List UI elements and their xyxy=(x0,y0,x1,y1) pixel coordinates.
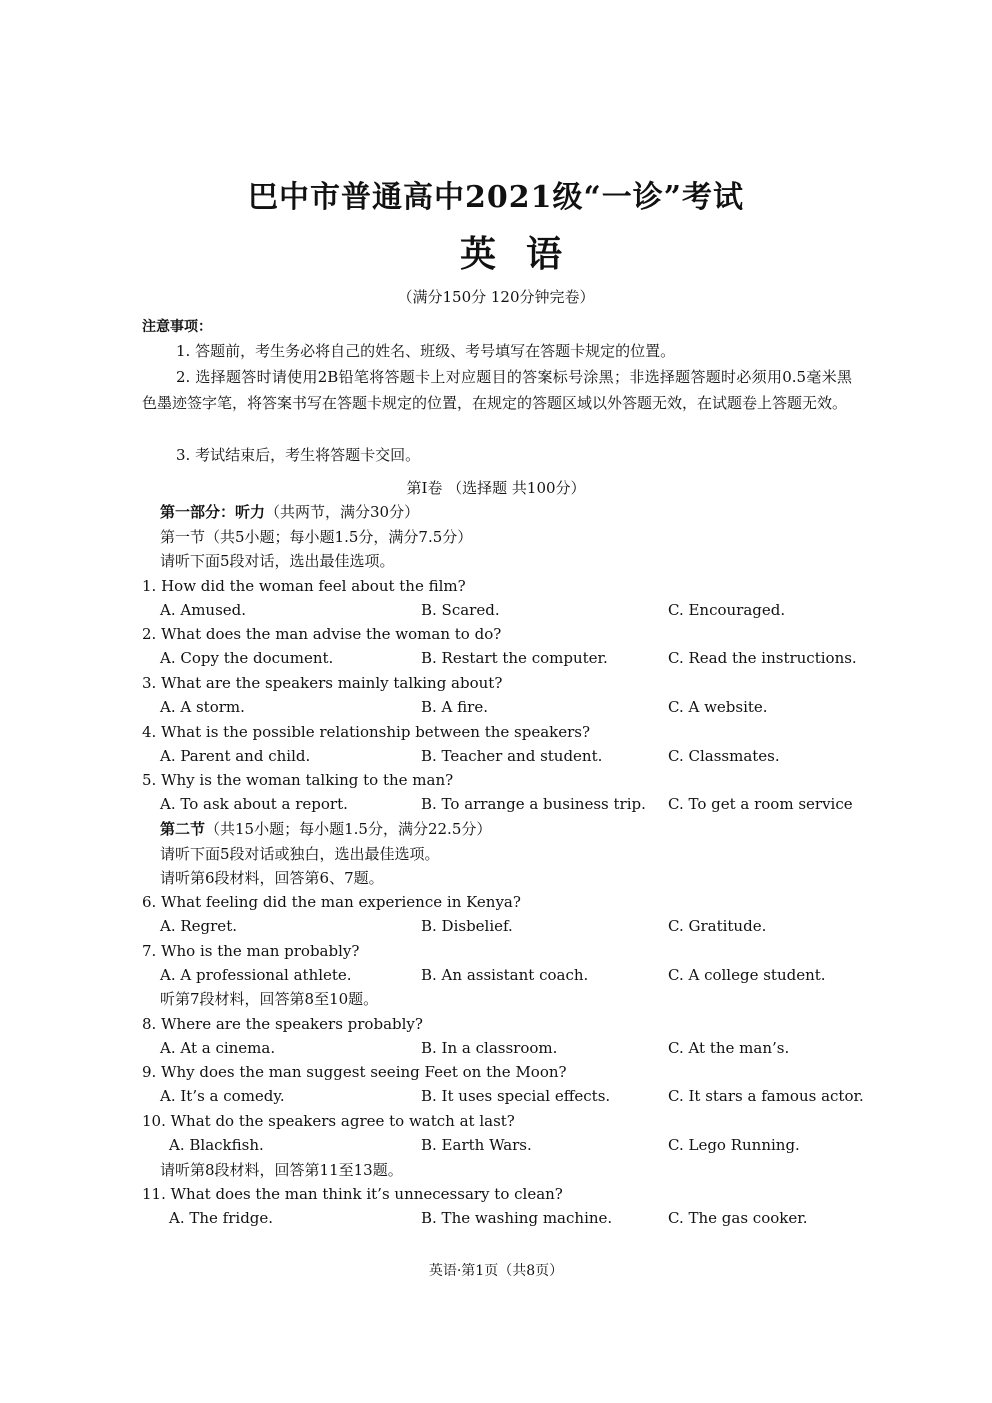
part-one-label: 第一部分：听力 xyxy=(160,503,266,521)
part-one-detail: （共两节，满分30分） xyxy=(265,503,420,521)
q9-option-b: B. It uses special effects. xyxy=(421,1087,611,1105)
section-one-instruction: 请听下面5段对话，选出最佳选项。 xyxy=(160,552,395,570)
q8-option-c: C. At the man’s. xyxy=(668,1039,790,1057)
q7-option-a: A. A professional athlete. xyxy=(160,966,352,984)
q5-option-c: C. To get a room service xyxy=(668,795,853,813)
section-two-label: 第二节 xyxy=(160,820,206,838)
q3-option-c: C. A website. xyxy=(668,698,768,716)
q1-option-c: C. Encouraged. xyxy=(668,601,786,619)
question-5: 5. Why is the woman talking to the man? xyxy=(142,771,454,789)
subject-title: 英语 xyxy=(459,233,592,275)
notice-item-1: 1. 答题前，考生务必将自己的姓名、班级、考号填写在答题卡规定的位置。 xyxy=(176,342,676,360)
question-1: 1. How did the woman feel about the film? xyxy=(142,577,466,595)
q11-option-c: C. The gas cooker. xyxy=(668,1209,808,1227)
material-8-instruction: 请听第8段材料，回答第11至13题。 xyxy=(160,1161,403,1179)
q4-option-a: A. Parent and child. xyxy=(160,747,311,765)
section-two-detail: （共15小题；每小题1.5分，满分22.5分） xyxy=(205,820,492,838)
q5-option-b: B. To arrange a business trip. xyxy=(421,795,646,813)
material-6-instruction: 请听第6段材料，回答第6、7题。 xyxy=(160,869,384,887)
notice-item-3: 3. 考试结束后，考生将答题卡交回。 xyxy=(176,446,421,464)
section-two-instruction: 请听下面5段对话或独白，选出最佳选项。 xyxy=(160,845,440,863)
q8-option-a: A. At a cinema. xyxy=(160,1039,276,1057)
question-3: 3. What are the speakers mainly talking about? xyxy=(142,674,503,692)
exam-title: 巴中市普通高中2021级“一诊”考试 xyxy=(247,180,744,215)
q2-option-b: B. Restart the computer. xyxy=(421,649,608,667)
question-6: 6. What feeling did the man experience in Kenya? xyxy=(142,893,521,911)
section-two-heading xyxy=(160,817,491,841)
question-10: 10. What do the speakers agree to watch at last? xyxy=(142,1112,515,1130)
question-11: 11. What does the man think it’s unnecessary to clean? xyxy=(142,1185,563,1203)
q10-option-a: A. Blackfish. xyxy=(169,1136,264,1154)
q9-option-c: C. It stars a famous actor. xyxy=(668,1087,864,1105)
q4-option-c: C. Classmates. xyxy=(668,747,780,765)
q10-option-b: B. Earth Wars. xyxy=(421,1136,532,1154)
question-4: 4. What is the possible relationship between the speakers? xyxy=(142,723,591,741)
q7-option-b: B. An assistant coach. xyxy=(421,966,589,984)
q10-option-c: C. Lego Running. xyxy=(668,1136,800,1154)
q1-option-a: A. Amused. xyxy=(160,601,247,619)
page-footer: 英语·第1页（共8页） xyxy=(428,1263,564,1279)
section-one-label: 第一节（共5小题；每小题1.5分，满分7.5分） xyxy=(160,528,473,546)
score-line: （满分150分 120分钟完卷） xyxy=(397,288,595,306)
volume-title: 第Ⅰ卷 （选择题 共100分） xyxy=(406,479,586,497)
q7-option-c: C. A college student. xyxy=(668,966,826,984)
q6-option-c: C. Gratitude. xyxy=(668,917,767,935)
q11-option-b: B. The washing machine. xyxy=(421,1209,613,1227)
material-7-instruction: 听第7段材料，回答第8至10题。 xyxy=(160,990,379,1008)
notice-item-2: 2. 选择题答时请使用2B铅笔将答题卡上对应题目的答案标号涂黑；非选择题答题时必须用0.5毫米黑色墨迹签字笔，将答案书写在答题卡规定的位置，在规定的答题区域以外答题无效，在试题卷上答题无效。 xyxy=(142,368,852,412)
q4-option-b: B. Teacher and student. xyxy=(421,747,603,765)
q2-option-a: A. Copy the document. xyxy=(160,649,334,667)
question-9: 9. Why does the man suggest seeing Feet on the Moon? xyxy=(142,1063,567,1081)
q1-option-b: B. Scared. xyxy=(421,601,500,619)
q6-option-a: A. Regret. xyxy=(160,917,237,935)
q5-option-a: A. To ask about a report. xyxy=(160,795,348,813)
question-8: 8. Where are the speakers probably? xyxy=(142,1015,423,1033)
q6-option-b: B. Disbelief. xyxy=(421,917,513,935)
q9-option-a: A. It’s a comedy. xyxy=(160,1087,285,1105)
q3-option-a: A. A storm. xyxy=(160,698,245,716)
q2-option-c: C. Read the instructions. xyxy=(668,649,857,667)
notice-heading: 注意事项： xyxy=(142,319,212,335)
q8-option-b: B. In a classroom. xyxy=(421,1039,558,1057)
question-7: 7. Who is the man probably? xyxy=(142,942,360,960)
q11-option-a: A. The fridge. xyxy=(169,1209,274,1227)
part-one-heading xyxy=(160,500,419,524)
question-2: 2. What does the man advise the woman to do? xyxy=(142,625,502,643)
q3-option-b: B. A fire. xyxy=(421,698,488,716)
